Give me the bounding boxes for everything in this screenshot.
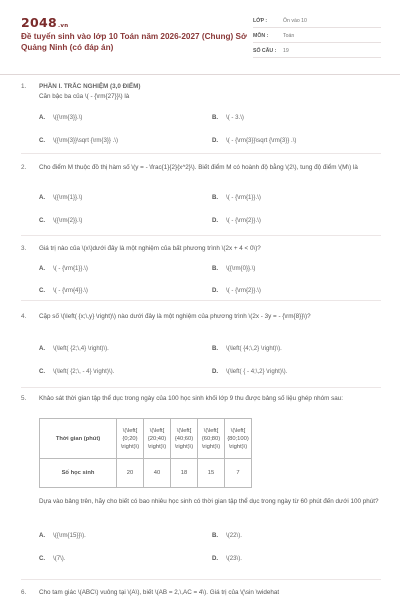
question-divider [21, 387, 381, 388]
meta-value: Toán [283, 32, 295, 39]
option-letter: C. [39, 555, 46, 562]
question-text: Cho tam giác \(ABC\) vuông tại \(A\), biết \(AB = 2,\,AC = 4\). Giá trị của \(\sin \widehat [39, 589, 280, 596]
option-a[interactable] [39, 344, 109, 354]
question-number: 1. [21, 83, 27, 90]
question-number: 5. [21, 395, 27, 402]
option-letter: C. [39, 137, 46, 144]
option-text: \({\rm{0}}.\) [226, 265, 256, 272]
question-text: Cho điểm M thuộc đồ thị hàm số \(y = - \frac{1}{2}{x^2}\). Biết điểm M có hoành độ bằng \(2\), tung độ điểm \(M\) là [39, 164, 358, 171]
option-text: \(\left( { - 4;\,2} \right)\). [226, 368, 288, 375]
option-letter: C. [39, 368, 46, 375]
option-letter: A. [39, 345, 46, 352]
question-text: Căn bậc ba của \( - {\rm{27}}\) là [39, 93, 130, 100]
cell-line: \right)\) [228, 443, 248, 450]
meta-label: MÔN : [253, 32, 269, 39]
meta-label: SỐ CÂU : [253, 47, 277, 54]
option-text: \({\rm{3}}.\) [53, 114, 83, 121]
cell-line: {80;100) [227, 435, 249, 442]
question-number: 4. [21, 313, 27, 320]
table-header-cell: Thời gian (phút) [40, 419, 117, 459]
option-c[interactable] [39, 136, 118, 146]
option-letter: B. [212, 194, 219, 201]
option-text: \( - {\rm{4}}.\) [53, 287, 88, 294]
meta-panel [253, 15, 381, 60]
option-a[interactable] [39, 264, 88, 274]
table-cell: 7 [225, 459, 252, 488]
option-letter: B. [212, 532, 219, 539]
cell-line: \right)\) [174, 443, 194, 450]
option-a[interactable] [39, 113, 82, 123]
option-text: \(22\). [226, 532, 242, 539]
question-divider [21, 235, 381, 236]
option-letter: A. [39, 265, 46, 272]
table-cell [117, 419, 144, 459]
meta-row-class [253, 15, 381, 28]
cell-line: {60;80) [201, 435, 221, 442]
option-b[interactable] [212, 193, 261, 203]
meta-label: LỚP : [253, 17, 268, 24]
cell-line: {40;60) [174, 435, 194, 442]
option-d[interactable] [212, 367, 287, 377]
table-cell: 15 [198, 459, 225, 488]
option-text: \(7\). [53, 555, 66, 562]
option-b[interactable] [212, 113, 244, 123]
table-cell [225, 419, 252, 459]
document-title: Đề tuyển sinh vào lớp 10 Toán năm 2026-2027 (Chung) Sở Quảng Ninh (có đáp án) [21, 32, 247, 52]
meta-value: Ôn vào 10 [283, 17, 307, 24]
table-cell [171, 419, 198, 459]
option-letter: B. [212, 265, 219, 272]
option-letter: A. [39, 194, 46, 201]
question-text: Cặp số \(\left( {x;\,y} \right)\) nào dưới đây là một nghiệm của phương trình \(2x - 3y = - {\rm{8}}\)? [39, 313, 311, 320]
question-item [0, 394, 400, 574]
option-c[interactable] [39, 367, 114, 377]
option-d[interactable] [212, 554, 242, 564]
option-letter: D. [212, 217, 219, 224]
option-c[interactable] [39, 216, 82, 226]
question-number: 2. [21, 164, 27, 171]
meta-row-count [253, 45, 381, 58]
question-text: Khảo sát thời gian tập thể dục trong ngày của 100 học sinh khối lớp 9 thu được bảng số liệu ghép nhóm sau: [39, 395, 344, 402]
option-text: \( - {\rm{1}}.\) [226, 194, 261, 201]
cell-line: \(\left[ [203, 427, 219, 434]
option-text: \( - {\rm{3}}\sqrt {\rm{3}} .\) [226, 137, 297, 144]
option-d[interactable] [212, 216, 261, 226]
cell-line: \(\left[ [149, 427, 165, 434]
option-c[interactable] [39, 286, 88, 296]
option-a[interactable] [39, 193, 82, 203]
option-text: \(23\). [226, 555, 242, 562]
question-body [39, 82, 379, 102]
logo-text: 2048 [21, 15, 57, 30]
option-letter: D. [212, 555, 219, 562]
option-letter: B. [212, 345, 219, 352]
cell-line: \right)\) [147, 443, 167, 450]
option-text: \(\left( {2;\, - 4} \right)\). [53, 368, 115, 375]
option-letter: C. [39, 287, 46, 294]
meta-row-subject [253, 30, 381, 43]
option-letter: B. [212, 114, 219, 121]
question-divider [21, 153, 381, 154]
option-text: \(\left( {4;\,2} \right)\). [226, 345, 282, 352]
cell-line: \right)\) [120, 443, 140, 450]
question-text: Giá trị nào của \(x\)dưới đây là một nghiệm của bất phương trình \(2x + 4 < 0\)? [39, 245, 261, 252]
site-logo[interactable] [21, 15, 69, 30]
option-b[interactable] [212, 264, 255, 274]
option-a[interactable] [39, 531, 86, 541]
question-divider [21, 579, 381, 580]
option-letter: D. [212, 368, 219, 375]
table-cell [144, 419, 171, 459]
option-b[interactable] [212, 531, 242, 541]
logo-suffix: .vn [58, 23, 69, 29]
table-cell [198, 419, 225, 459]
cell-line: \right)\) [201, 443, 221, 450]
data-table [39, 418, 252, 488]
table-cell: 20 [117, 459, 144, 488]
table-row [40, 419, 252, 459]
question-divider [21, 300, 381, 301]
cell-line: {0;20) [122, 435, 138, 442]
option-text: \(\left( {2;\,4} \right)\). [53, 345, 109, 352]
option-text: \({\rm{15}}\). [53, 532, 86, 539]
table-row [40, 459, 252, 488]
option-letter: A. [39, 532, 46, 539]
page-header [0, 0, 400, 68]
cell-line: \(\left[ [230, 427, 246, 434]
option-text: \({\rm{3}}\sqrt {\rm{3}} .\) [53, 137, 119, 144]
table-header-cell: Số học sinh [40, 459, 117, 488]
option-text: \( - {\rm{2}}.\) [226, 287, 261, 294]
cell-line: {20;40) [147, 435, 167, 442]
cell-line: \(\left[ [176, 427, 192, 434]
question-number: 6. [21, 589, 27, 596]
meta-value: 19 [283, 47, 289, 54]
option-text: \({\rm{2}}.\) [53, 217, 83, 224]
table-cell: 18 [171, 459, 198, 488]
option-letter: D. [212, 287, 219, 294]
option-letter: C. [39, 217, 46, 224]
section-title: PHẦN I. TRẮC NGHIỆM (3,0 ĐIỂM) [39, 83, 141, 90]
cell-line: \(\left[ [122, 427, 138, 434]
option-text: \( - 3.\) [226, 114, 244, 121]
option-d[interactable] [212, 286, 261, 296]
option-letter: A. [39, 114, 46, 121]
option-letter: D. [212, 137, 219, 144]
option-text: \({\rm{1}}.\) [53, 194, 83, 201]
header-divider [0, 74, 400, 75]
option-d[interactable] [212, 136, 296, 146]
table-cell: 40 [144, 459, 171, 488]
question-followup-text: Dựa vào bảng trên, hãy cho biết có bao nhiêu học sinh có thời gian tập thể dục trong ngày từ 60 phút đến dưới 100 phút? [39, 498, 379, 505]
option-text: \( - {\rm{2}}.\) [226, 217, 261, 224]
option-b[interactable] [212, 344, 282, 354]
question-number: 3. [21, 245, 27, 252]
option-text: \( - {\rm{1}}.\) [53, 265, 88, 272]
option-c[interactable] [39, 554, 66, 564]
question-item [0, 588, 400, 600]
